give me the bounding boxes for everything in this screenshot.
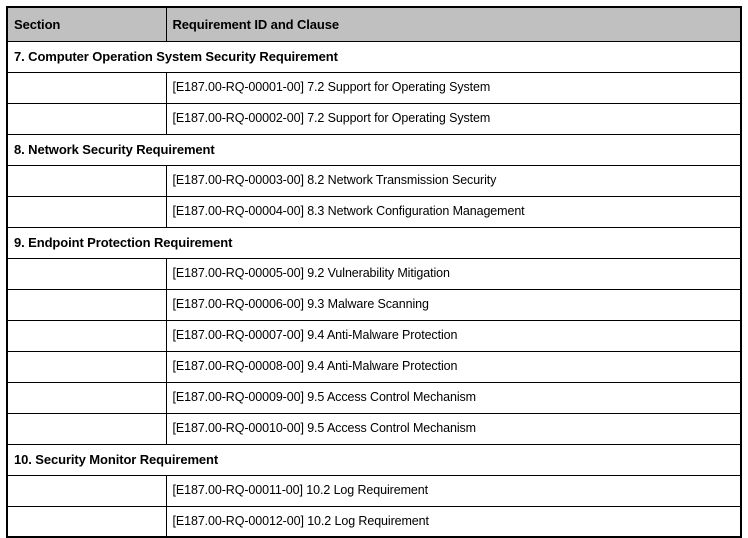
table-header (7, 7, 741, 41)
section-header-row (7, 227, 741, 258)
table-row (7, 165, 741, 196)
column-header-section: Section (7, 7, 166, 41)
section-title: 8. Network Security Requirement (7, 134, 741, 165)
cell-requirement-id-and-clause: [E187.00-RQ-00010-00] 9.5 Access Control Mechanism (166, 413, 741, 444)
cell-requirement-id-and-clause: [E187.00-RQ-00007-00] 9.4 Anti-Malware Protection (166, 320, 741, 351)
cell-section (7, 72, 166, 103)
table-body (7, 41, 741, 537)
cell-section (7, 289, 166, 320)
cell-requirement-id-and-clause: [E187.00-RQ-00012-00] 10.2 Log Requirement (166, 506, 741, 537)
table-row (7, 320, 741, 351)
table-row (7, 351, 741, 382)
table-row (7, 382, 741, 413)
cell-section (7, 320, 166, 351)
cell-requirement-id-and-clause: [E187.00-RQ-00003-00] 8.2 Network Transmission Security (166, 165, 741, 196)
cell-section (7, 506, 166, 537)
table-row (7, 258, 741, 289)
requirement-traceability-table (6, 6, 742, 538)
table-header-row (7, 7, 741, 41)
table-row (7, 506, 741, 537)
table-row (7, 72, 741, 103)
section-header-row (7, 444, 741, 475)
column-header-requirement-id-and-clause: Requirement ID and Clause (166, 7, 741, 41)
table-row (7, 413, 741, 444)
table-row (7, 103, 741, 134)
cell-section (7, 475, 166, 506)
section-title: 9. Endpoint Protection Requirement (7, 227, 741, 258)
cell-requirement-id-and-clause: [E187.00-RQ-00009-00] 9.5 Access Control Mechanism (166, 382, 741, 413)
section-header-row (7, 41, 741, 72)
cell-requirement-id-and-clause: [E187.00-RQ-00008-00] 9.4 Anti-Malware Protection (166, 351, 741, 382)
table-row (7, 475, 741, 506)
cell-section (7, 103, 166, 134)
cell-section (7, 413, 166, 444)
section-header-row (7, 134, 741, 165)
requirement-table-container (6, 6, 742, 538)
section-title: 10. Security Monitor Requirement (7, 444, 741, 475)
table-row (7, 196, 741, 227)
cell-requirement-id-and-clause: [E187.00-RQ-00004-00] 8.3 Network Configuration Management (166, 196, 741, 227)
cell-section (7, 196, 166, 227)
section-title: 7. Computer Operation System Security Requirement (7, 41, 741, 72)
cell-section (7, 258, 166, 289)
table-row (7, 289, 741, 320)
cell-section (7, 351, 166, 382)
cell-requirement-id-and-clause: [E187.00-RQ-00005-00] 9.2 Vulnerability Mitigation (166, 258, 741, 289)
cell-requirement-id-and-clause: [E187.00-RQ-00001-00] 7.2 Support for Operating System (166, 72, 741, 103)
cell-section (7, 382, 166, 413)
cell-section (7, 165, 166, 196)
cell-requirement-id-and-clause: [E187.00-RQ-00006-00] 9.3 Malware Scanning (166, 289, 741, 320)
cell-requirement-id-and-clause: [E187.00-RQ-00011-00] 10.2 Log Requirement (166, 475, 741, 506)
cell-requirement-id-and-clause: [E187.00-RQ-00002-00] 7.2 Support for Operating System (166, 103, 741, 134)
